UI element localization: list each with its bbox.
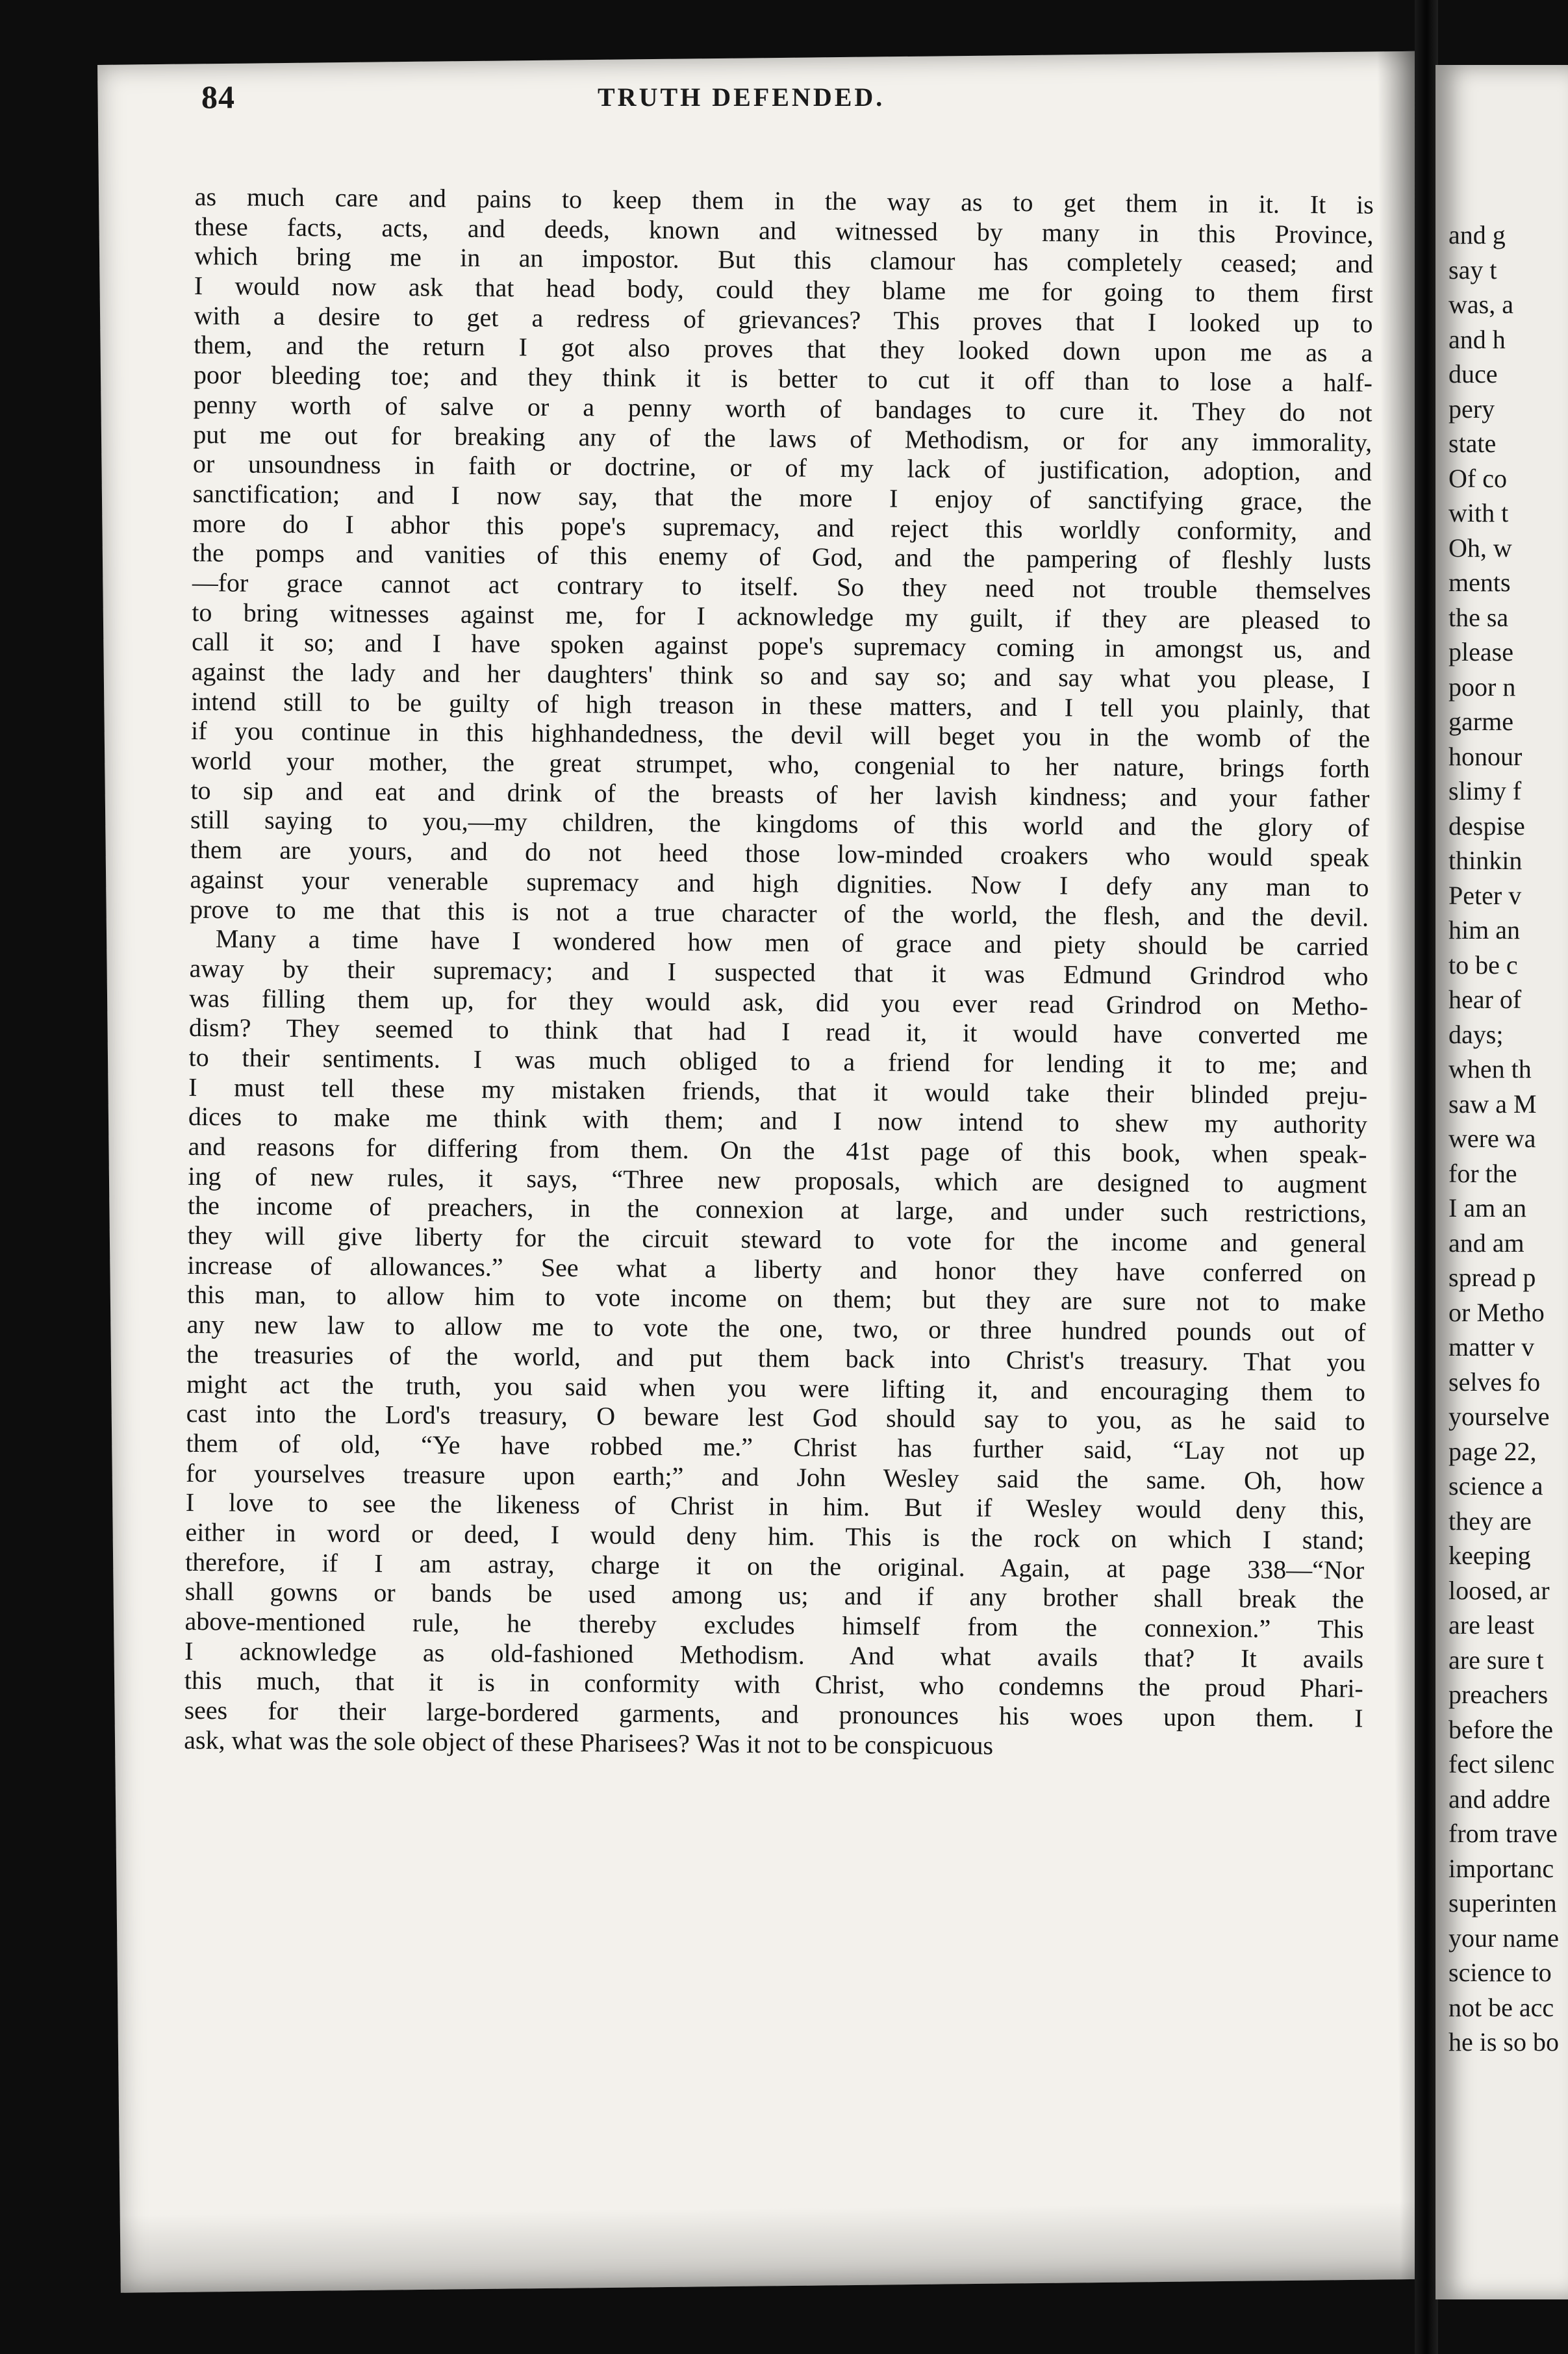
text-line: either in word or deed, I would deny him. This is the rock on which I stand; [185,1517,1365,1555]
text-line: the income of preachers, in the connexion at large, and under such restrictions, [187,1191,1367,1229]
facing-text-line: selves fo [1448,1367,1541,1397]
book-gutter [1415,0,1438,2354]
facing-text-line: spread p [1448,1263,1536,1292]
text-line: was filling them up, for they would ask, did you ever read Grindrod on Metho- [189,983,1369,1021]
text-line: with a desire to get a redress of grievances? This proves that I looked up to [194,300,1373,338]
text-line: to bring witnesses against me, for I acknowledge my guilt, if they are pleased to [192,597,1371,635]
facing-text-line: matter v [1448,1332,1535,1361]
facing-text-line: hear of [1448,985,1522,1014]
text-line: this man, to allow him to vote income on them; but they are sure not to make [186,1280,1367,1318]
facing-text-line: he is so bo [1448,2027,1559,2057]
facing-text-line: state [1448,429,1497,458]
facing-text-line: page 22, [1448,1436,1537,1466]
text-line: above-mentioned rule, he thereby excludes himself from the connexion.” This [184,1606,1364,1644]
text-line: I must tell these my mistaken friends, that it would take their blinded preju- [188,1072,1368,1110]
text-line: intend still to be guilty of high treason in these matters, and I tell you plainly, that [191,686,1371,724]
facing-text-line: are least [1448,1610,1535,1639]
text-line: Many a time have I wondered how men of grace and piety should be carried [215,924,1369,961]
facing-text-line: with t [1448,498,1509,527]
text-line: the pomps and vanities of this enemy of God, and the pampering of fleshly lusts [192,538,1372,576]
running-head [201,71,1403,123]
facing-text-line: saw a M [1448,1089,1537,1119]
facing-page-text [1448,218,1568,2060]
text-line: might act the truth, you said when you were lifting it, and encouraging them to [186,1369,1366,1407]
facing-text-line: ments [1448,568,1511,597]
text-line: for yourselves treasure upon earth;” and John Wesley said the same. Oh, how [185,1458,1365,1496]
text-line: increase of allowances.” See what a liberty and honor they have conferred on [187,1250,1367,1288]
text-line: call it so; and I have spoken against pope's supremacy coming in amongst us, and [191,627,1371,664]
text-line: therefore, if I am astray, charge it on the original. Again, at page 338—“Nor [185,1547,1365,1585]
facing-text-line: garme [1448,707,1513,736]
text-line: against the lady and her daughters' think so and say so; and say what you please, I [191,656,1371,694]
body-text [184,182,1374,1763]
facing-text-line: before the [1448,1714,1554,1744]
facing-text-line: keeping [1448,1541,1531,1570]
facing-text-line: I am an [1448,1193,1526,1222]
text-line: these facts, acts, and deeds, known and witnessed by many in this Province, [194,211,1374,249]
facing-text-line: fect silenc [1448,1749,1555,1778]
facing-text-line: and g [1448,220,1506,249]
text-line: the treasuries of the world, and put them back into Christ's treasury. That you [186,1339,1366,1377]
facing-text-line: not be acc [1448,1992,1554,2022]
text-line: as much care and pains to keep them in the way as to get them in it. It is [194,182,1374,220]
facing-text-line: honour [1448,741,1523,771]
facing-text-line: importanc [1448,1853,1554,1883]
facing-text-line: for the [1448,1158,1517,1188]
facing-text-line: are sure t [1448,1645,1544,1675]
text-line: I would now ask that head body, could they blame me for going to them first [194,271,1373,309]
facing-text-line: days; [1448,1019,1504,1049]
text-line: and reasons for differing from them. On the 41st page of this book, when speak- [188,1131,1367,1169]
facing-text-line: poor n [1448,672,1516,702]
facing-text-line: science a [1448,1471,1543,1500]
facing-text-line: despise [1448,811,1525,841]
text-line: dices to make me think with them; and I now intend to shew my authority [188,1102,1368,1139]
text-line: which bring me in an impostor. But this clamour has completely ceased; and [194,241,1374,279]
page-number: 84 [201,79,235,115]
facing-text-line: slimy f [1448,776,1522,805]
facing-text-line: superinten [1448,1888,1557,1917]
facing-text-line: was, a [1448,290,1513,319]
text-line: poor bleeding toe; and they think it is better to cut it off than to lose a half- [193,360,1373,398]
facing-page [1435,65,1568,2299]
text-line: against your venerable supremacy and high dignities. Now I defy any man to [190,864,1369,902]
facing-text-line: Oh, w [1448,533,1512,563]
text-line: sees for their large-bordered garments, and pronounces his woes upon them. I [184,1695,1363,1733]
facing-text-line: and am [1448,1228,1524,1258]
facing-text-line: from trave [1448,1819,1558,1848]
text-line: more do I abhor this pope's supremacy, and reject this worldly conformity, and [192,508,1372,546]
facing-text-line: the sa [1448,602,1509,632]
page-bottom-shadow [120,2201,1439,2293]
text-line: ask, what was the sole object of these Pharisees? Was it not to be conspicuous [184,1725,994,1760]
text-line: this much, that it is in conformity with Christ, who condemns the proud Phari- [184,1665,1364,1703]
facing-text-line: please [1448,637,1513,666]
facing-text-line: say t [1448,255,1497,285]
text-line: sanctification; and I now say, that the more I enjoy of sanctifying grace, the [192,478,1372,516]
facing-text-line: thinkin [1448,846,1523,875]
facing-text-line: him an [1448,915,1520,944]
text-line: to sip and eat and drink of the breasts of her lavish kindness; and your father [190,775,1370,813]
text-line: penny worth of salve or a penny worth of bandages to cure it. They do not [193,389,1372,427]
text-line: away by their supremacy; and I suspected that it was Edmund Grindrod who [189,953,1369,991]
text-line: world your mother, the great strumpet, who, congenial to her nature, brings forth [190,746,1370,783]
text-line: them, and the return I got also proves that they looked down upon me as a [194,330,1373,368]
text-line: them of old, “Ye have robbed me.” Christ has further said, “Lay not up [186,1428,1365,1466]
facing-text-line: were wa [1448,1124,1536,1153]
facing-text-line: your name [1448,1923,1559,1953]
running-title: TRUTH DEFENDED. [598,82,885,112]
text-line: put me out for breaking any of the laws of Methodism, or for any immorality, [193,419,1372,457]
facing-text-line: duce [1448,359,1498,388]
text-line: cast into the Lord's treasury, O beware lest God should say to you, as he said to [186,1398,1365,1436]
facing-text-line: yourselve [1448,1402,1550,1431]
text-line: them are yours, and do not heed those low-minded croakers who would speak [190,835,1369,872]
facing-text-line: pery [1448,394,1495,424]
facing-text-line: and h [1448,324,1506,354]
text-line: I acknowledge as old-fashioned Methodism. And what avails that? It avails [184,1636,1364,1674]
text-line: prove to me that this is not a true character of the world, the flesh, and the devil. [190,894,1369,932]
text-line: —for grace cannot act contrary to itself. So they need not trouble themselves [192,567,1371,605]
text-line: dism? They seemed to think that had I read it, it would have converted me [188,1013,1369,1050]
text-line: they will give liberty for the circuit steward to vote for the income and general [187,1221,1367,1258]
facing-text-line: when th [1448,1054,1532,1083]
text-line: still saying to you,—my children, the kingdoms of this world and the glory of [190,805,1370,843]
facing-text-line: loosed, ar [1448,1575,1550,1605]
facing-text-line: Of co [1448,463,1507,493]
facing-text-line: Peter v [1448,880,1522,910]
text-line: I love to see the likeness of Christ in him. But if Wesley would deny this, [185,1487,1365,1525]
text-line: if you continue in this highhandedness, the devil will beget you in the womb of the [190,716,1371,754]
facing-text-line: to be c [1448,950,1518,980]
facing-text-line: they are [1448,1506,1532,1536]
text-line: or unsoundness in faith or doctrine, or of my lack of justification, adoption, and [192,449,1372,487]
facing-text-line: or Metho [1448,1297,1545,1327]
facing-text-line: science to [1448,1958,1552,1987]
facing-text-line: preachers [1448,1680,1549,1709]
text-line: ing of new rules, it says, “Three new proposals, which are designed to augment [188,1161,1367,1199]
text-line: to their sentiments. I was much obliged to a friend for lending it to me; and [188,1042,1368,1080]
text-line: any new law to allow me to vote the one, two, or three hundred pounds out of [186,1310,1366,1347]
facing-text-line: and addre [1448,1784,1550,1814]
text-line: shall gowns or bands be used among us; and if any brother shall break the [184,1576,1364,1614]
